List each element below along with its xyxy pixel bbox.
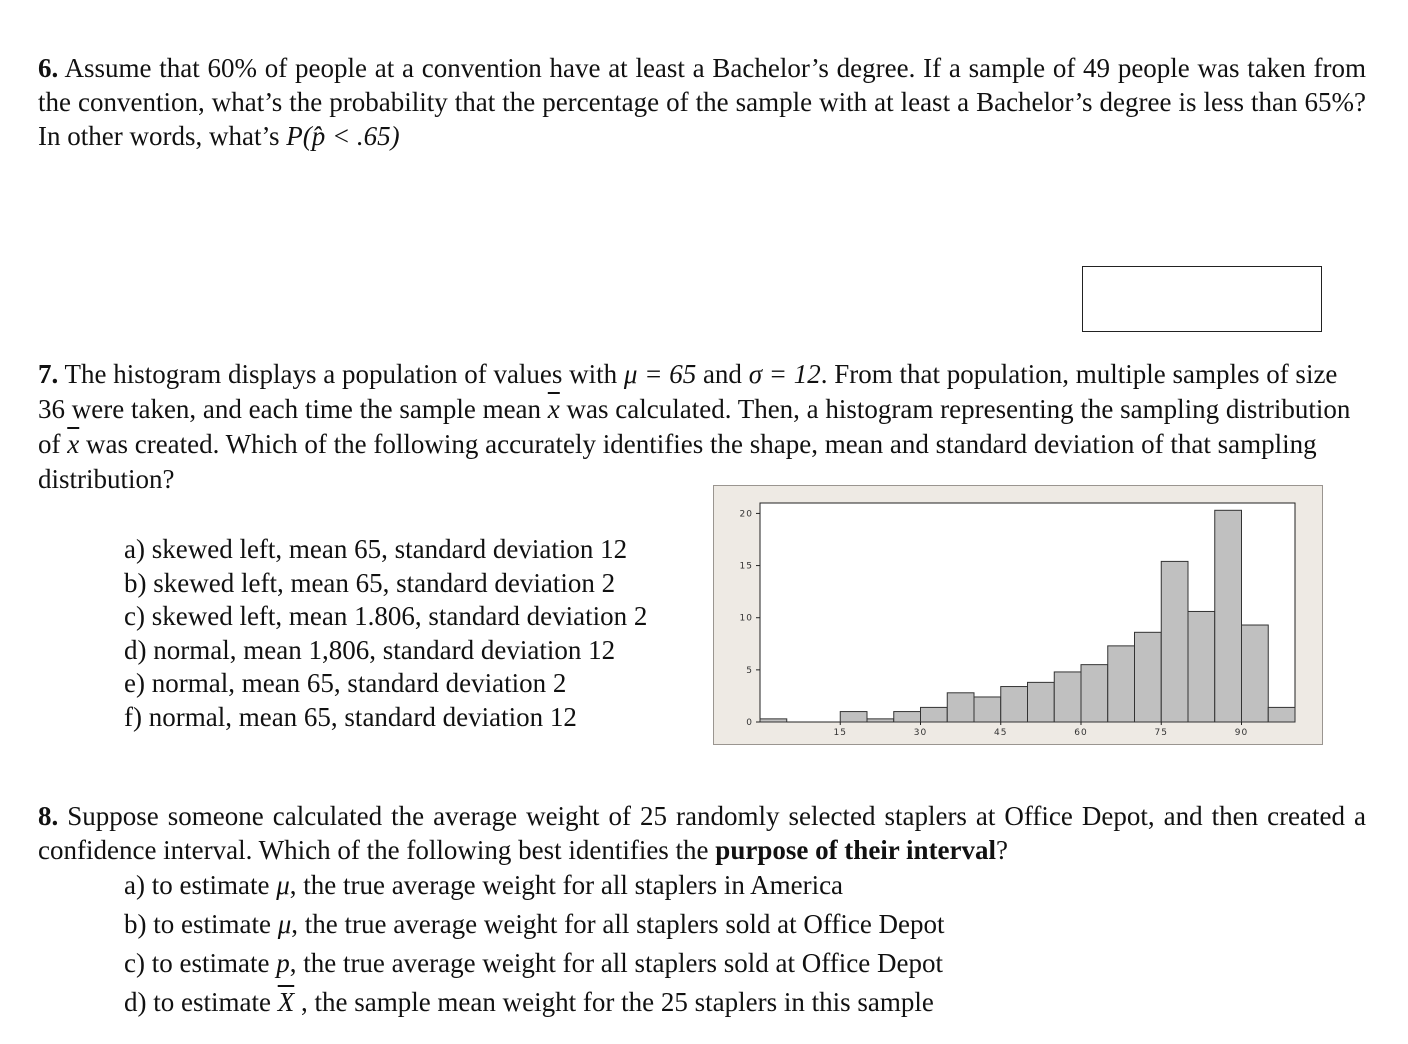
question-7-text-3: was calculated. Then, a histogram representing the sampling distribution of [38, 394, 1351, 459]
x-tick-label: 75 [1154, 728, 1168, 738]
y-tick-label: 5 [746, 665, 753, 676]
question-6 [38, 51, 1366, 153]
histogram-bar [1242, 625, 1269, 722]
question-6-math: P(p̂ < .65) [286, 121, 400, 151]
histogram-bar [1081, 665, 1108, 722]
option-d[interactable]: d) normal, mean 1,806, standard deviation 12 [124, 634, 616, 665]
y-tick-label: 20 [739, 509, 753, 520]
question-7-xbar: $\overline{x}$ [547, 394, 560, 424]
histogram-svg [714, 486, 1324, 746]
question-8-text-1: Suppose someone calculated the average weight of 25 randomly selected staplers at Office Depot, and then created a confidence interval. Which of the following best identifies the [38, 801, 1366, 865]
q8-option-b-prefix: b) to estimate [124, 909, 278, 939]
option-e[interactable]: e) normal, mean 65, standard deviation 2 [124, 668, 567, 698]
question-8-text-2: ? [996, 835, 1009, 865]
histogram-bar [1215, 510, 1242, 722]
q8-option-c-symbol: p [276, 948, 290, 978]
question-8-number: 8. [38, 801, 59, 831]
option-f[interactable]: f) normal, mean 65, standard deviation 12 [124, 701, 577, 732]
option-c[interactable]: c) skewed left, mean 1.806, standard deviation 2 [124, 601, 648, 631]
x-tick-label: 30 [913, 728, 928, 738]
histogram-bar [1054, 672, 1081, 722]
histogram-bar [760, 719, 787, 722]
q8-option-d-prefix: d) to estimate [124, 987, 278, 1017]
x-tick-label: 45 [994, 728, 1008, 738]
question-8-options [124, 866, 945, 1022]
question-7-mu: μ = 65 [623, 359, 697, 389]
question-7-text-4: was created. Which of the following accurately identifies the shape, mean and standard deviation of that sampling distribution? [38, 429, 1317, 494]
histogram-bar [1188, 611, 1215, 722]
q8-option-d-rest: , the sample mean weight for the 25 staplers in this sample [294, 987, 934, 1017]
histogram-bar [1268, 707, 1295, 722]
q8-option-a-rest: , the true average weight for all staplers in America [289, 870, 844, 900]
question-6-number: 6. [38, 53, 59, 83]
y-tick-label: 15 [739, 561, 753, 572]
option-b[interactable]: b) skewed left, mean 65, standard deviation 2 [124, 567, 616, 598]
q8-option-a-prefix: a) to estimate [124, 870, 277, 900]
q8-option-b-rest: , the true average weight for all staplers sold at Office Depot [291, 909, 945, 939]
question-7-text-1: The histogram displays a population of values with [64, 359, 624, 389]
histogram-bar [1135, 632, 1162, 722]
question-7-xbar-2: $\overline{x}$ [67, 429, 80, 459]
q8-option-d-symbol: $\overline{X}$ [277, 987, 295, 1017]
q8-option-b[interactable] [124, 905, 945, 944]
question-7-sigma: σ = 12 [748, 359, 821, 389]
x-tick-label: 15 [833, 728, 847, 738]
histogram-chart [713, 485, 1323, 745]
histogram-bar [867, 719, 894, 722]
q8-option-a-symbol: μ [276, 870, 290, 900]
y-tick-label: 10 [739, 613, 753, 624]
y-tick-label: 0 [746, 718, 753, 728]
histogram-bar [840, 712, 867, 722]
option-a[interactable]: a) skewed left, mean 65, standard deviation 12 [124, 534, 628, 564]
histogram-bar [1028, 682, 1055, 722]
question-7-number: 7. [38, 359, 59, 389]
x-tick-label: 90 [1234, 728, 1249, 738]
histogram-bar [894, 712, 921, 722]
x-tick-label: 60 [1074, 728, 1088, 738]
question-8-bold: purpose of their interval [715, 835, 997, 865]
q8-option-c-prefix: c) to estimate [124, 948, 277, 978]
q8-option-d[interactable] [124, 983, 945, 1022]
histogram-bar [1161, 561, 1188, 722]
q8-option-c-rest: , the true average weight for all staplers sold at Office Depot [289, 948, 943, 978]
question-7 [38, 357, 1358, 497]
histogram-bar [1108, 646, 1135, 722]
answer-box[interactable] [1082, 266, 1322, 332]
q8-option-c[interactable] [124, 944, 945, 983]
q8-option-a[interactable] [124, 866, 945, 905]
histogram-bar [1001, 687, 1028, 722]
histogram-bar [921, 707, 948, 722]
histogram-bar [947, 693, 974, 722]
question-7-text-2: . From that population, multiple samples of size 36 were taken, and each time the sample mean [38, 359, 1338, 424]
question-7-and: and [696, 359, 749, 389]
question-7-options [124, 533, 647, 734]
histogram-bar [974, 697, 1001, 722]
q8-option-b-symbol: μ [277, 909, 292, 939]
question-6-text: Assume that 60% of people at a convention have at least a Bachelor’s degree. If a sample of 49 people was taken from the convention, what’s the probability that the percentage of the sample with at least a Bachelor’s degree is less than 65%? In other words, what’s [38, 53, 1367, 151]
question-8 [38, 799, 1366, 867]
